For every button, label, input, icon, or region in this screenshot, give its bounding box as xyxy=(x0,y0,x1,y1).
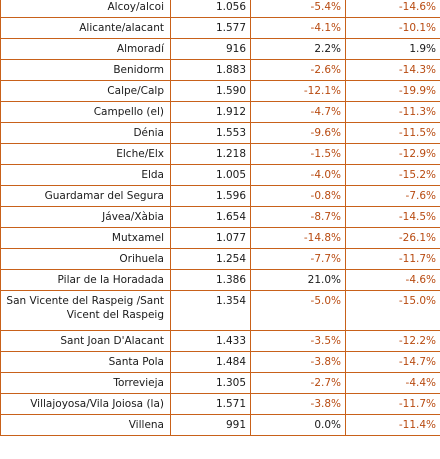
municipality-cell: Calpe/Calp xyxy=(1,81,171,102)
municipality-cell: Villajoyosa/Vila Joiosa (la) xyxy=(1,394,171,415)
value-cell: 1.571 xyxy=(171,394,251,415)
table-row xyxy=(1,373,440,394)
change-2-cell: -19.9% xyxy=(346,81,440,102)
change-2-cell: -4.4% xyxy=(346,373,440,394)
value-cell: 991 xyxy=(171,415,251,436)
value-cell: 1.077 xyxy=(171,228,251,249)
value-cell: 1.590 xyxy=(171,81,251,102)
table-row xyxy=(1,186,440,207)
change-2-cell: -26.1% xyxy=(346,228,440,249)
value-cell: 1.433 xyxy=(171,331,251,352)
change-2-cell: -11.7% xyxy=(346,249,440,270)
change-2-cell: -14.7% xyxy=(346,352,440,373)
value-cell: 1.654 xyxy=(171,207,251,228)
value-cell: 1.912 xyxy=(171,102,251,123)
change-2-cell: -14.5% xyxy=(346,207,440,228)
table-row xyxy=(1,81,440,102)
municipality-cell: Pilar de la Horadada xyxy=(1,270,171,291)
table-row xyxy=(1,123,440,144)
change-1-cell: -8.7% xyxy=(251,207,346,228)
change-1-cell: -5.0% xyxy=(251,291,346,331)
change-1-cell: -4.0% xyxy=(251,165,346,186)
municipality-cell: Villena xyxy=(1,415,171,436)
value-cell: 916 xyxy=(171,39,251,60)
municipality-cell: Santa Pola xyxy=(1,352,171,373)
table-row xyxy=(1,291,440,331)
change-1-cell: 2.2% xyxy=(251,39,346,60)
value-cell: 1.484 xyxy=(171,352,251,373)
change-2-cell: -11.7% xyxy=(346,394,440,415)
table-row xyxy=(1,228,440,249)
municipality-cell: Alcoy/alcoi xyxy=(1,0,171,18)
change-2-cell: -11.4% xyxy=(346,415,440,436)
municipality-cell: Guardamar del Segura xyxy=(1,186,171,207)
table-body xyxy=(1,0,440,436)
table-row xyxy=(1,60,440,81)
change-1-cell: -12.1% xyxy=(251,81,346,102)
value-cell: 1.354 xyxy=(171,291,251,331)
table-row xyxy=(1,394,440,415)
value-cell: 1.553 xyxy=(171,123,251,144)
change-2-cell: -15.0% xyxy=(346,291,440,331)
municipality-cell: Elche/Elx xyxy=(1,144,171,165)
change-2-cell: -4.6% xyxy=(346,270,440,291)
change-1-cell: -3.8% xyxy=(251,394,346,415)
change-1-cell: -7.7% xyxy=(251,249,346,270)
change-2-cell: -11.5% xyxy=(346,123,440,144)
municipality-cell: Dénia xyxy=(1,123,171,144)
value-cell: 1.577 xyxy=(171,18,251,39)
municipality-cell: Elda xyxy=(1,165,171,186)
change-1-cell: -2.7% xyxy=(251,373,346,394)
municipality-cell: Campello (el) xyxy=(1,102,171,123)
value-cell: 1.218 xyxy=(171,144,251,165)
table-row xyxy=(1,18,440,39)
change-1-cell: -0.8% xyxy=(251,186,346,207)
value-cell: 1.386 xyxy=(171,270,251,291)
value-cell: 1.056 xyxy=(171,0,251,18)
value-cell: 1.305 xyxy=(171,373,251,394)
change-1-cell: -3.8% xyxy=(251,352,346,373)
change-1-cell: 21.0% xyxy=(251,270,346,291)
change-2-cell: -10.1% xyxy=(346,18,440,39)
change-1-cell: -4.7% xyxy=(251,102,346,123)
change-2-cell: -7.6% xyxy=(346,186,440,207)
change-2-cell: -11.3% xyxy=(346,102,440,123)
table-row xyxy=(1,352,440,373)
table-row xyxy=(1,270,440,291)
municipality-cell: Almoradí xyxy=(1,39,171,60)
table-row xyxy=(1,144,440,165)
change-2-cell: -15.2% xyxy=(346,165,440,186)
table-row xyxy=(1,165,440,186)
municipality-cell: San Vicente del Raspeig /Sant Vicent del Raspeig xyxy=(1,291,171,331)
table-row xyxy=(1,0,440,18)
change-2-cell: -12.2% xyxy=(346,331,440,352)
value-cell: 1.596 xyxy=(171,186,251,207)
table-row xyxy=(1,39,440,60)
table-row xyxy=(1,331,440,352)
change-1-cell: -1.5% xyxy=(251,144,346,165)
municipality-cell: Orihuela xyxy=(1,249,171,270)
change-2-cell: 1.9% xyxy=(346,39,440,60)
change-1-cell: -4.1% xyxy=(251,18,346,39)
change-2-cell: -14.6% xyxy=(346,0,440,18)
change-1-cell: -3.5% xyxy=(251,331,346,352)
change-1-cell: 0.0% xyxy=(251,415,346,436)
change-1-cell: -5.4% xyxy=(251,0,346,18)
municipality-cell: Torrevieja xyxy=(1,373,171,394)
value-cell: 1.883 xyxy=(171,60,251,81)
table-row xyxy=(1,207,440,228)
change-1-cell: -14.8% xyxy=(251,228,346,249)
change-1-cell: -9.6% xyxy=(251,123,346,144)
value-cell: 1.254 xyxy=(171,249,251,270)
municipality-cell: Benidorm xyxy=(1,60,171,81)
table-row xyxy=(1,249,440,270)
municipality-cell: Mutxamel xyxy=(1,228,171,249)
table-row xyxy=(1,415,440,436)
change-2-cell: -14.3% xyxy=(346,60,440,81)
municipality-cell: Jávea/Xàbia xyxy=(1,207,171,228)
value-cell: 1.005 xyxy=(171,165,251,186)
table-row xyxy=(1,102,440,123)
municipality-cell: Alicante/alacant xyxy=(1,18,171,39)
change-2-cell: -12.9% xyxy=(346,144,440,165)
change-1-cell: -2.6% xyxy=(251,60,346,81)
municipality-cell: Sant Joan D'Alacant xyxy=(1,331,171,352)
